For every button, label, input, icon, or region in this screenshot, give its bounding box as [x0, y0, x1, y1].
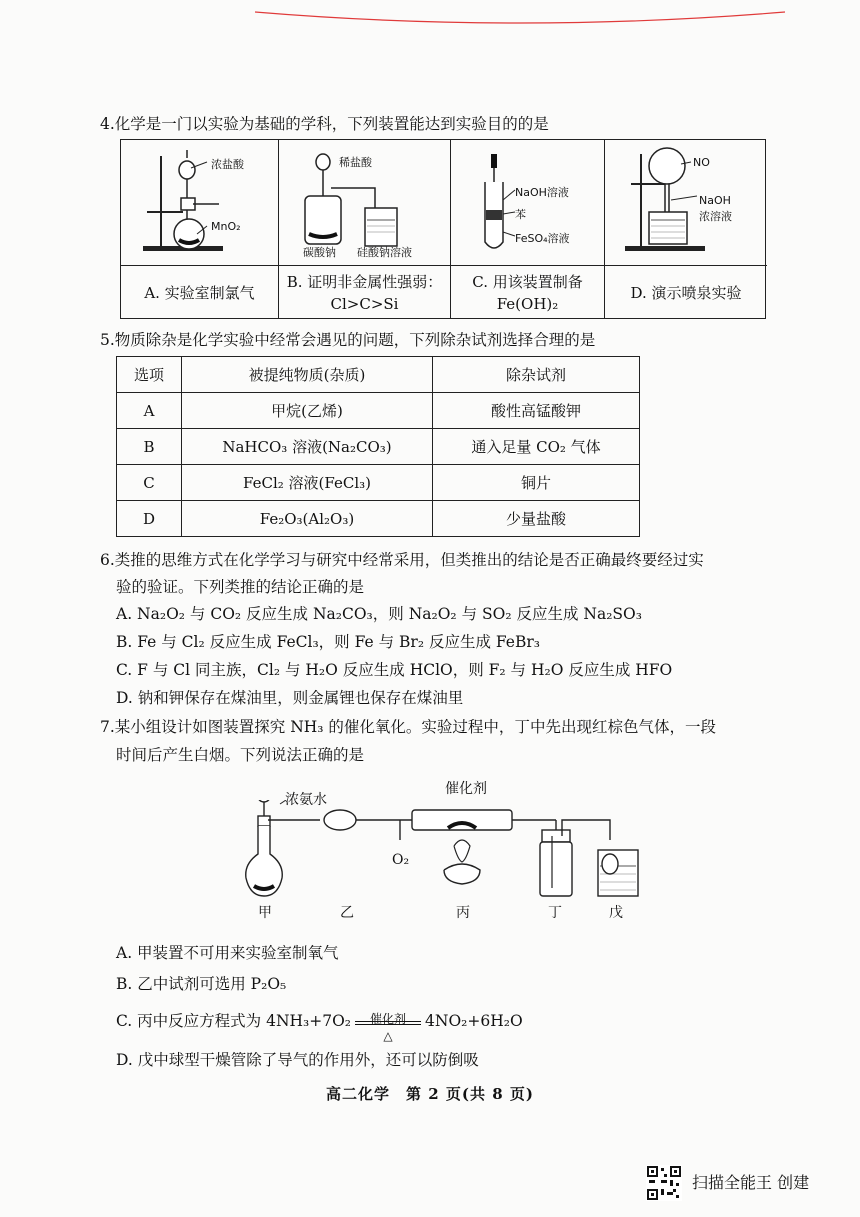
q7-option-c-left: C. 丙中反应方程式为 4NH₃+7O₂ — [116, 1012, 352, 1030]
q7-option-d: D. 戊中球型干燥管除了导气的作用外，还可以防倒吸 — [116, 1051, 479, 1069]
chlorine-apparatus-icon — [121, 140, 277, 264]
reaction-arrow-icon — [353, 1009, 423, 1043]
q4-apparatus-table — [120, 139, 766, 319]
row-c-option: C — [117, 465, 182, 501]
q7-apparatus-diagram — [240, 800, 660, 925]
table-row — [117, 501, 640, 537]
q4-d-label-conc: 浓溶液 — [699, 210, 732, 223]
q4-stem: 4.化学是一门以实验为基础的学科，下列装置能达到实验目的的是 — [100, 115, 549, 133]
q7-label-ammonia: 浓氨水 — [285, 792, 327, 808]
page-footer: 高二化学 第 2 页(共 8 页) — [326, 1085, 534, 1103]
header-reagent: 除杂试剂 — [433, 357, 640, 393]
qr-code-icon — [646, 1165, 682, 1201]
q7-label-wu: 戊 — [609, 905, 623, 921]
q6-stem-line2: 验的验证。下列类推的结论正确的是 — [116, 578, 365, 596]
q4-d-label-naoh: NaOH — [699, 194, 731, 207]
q7-label-bing: 丙 — [456, 905, 470, 921]
reaction-condition-above: 催化剂 — [370, 1012, 407, 1026]
q7-stem-line2: 时间后产生白烟。下列说法正确的是 — [116, 746, 365, 764]
q7-option-c — [116, 1008, 523, 1043]
scanner-brand: 扫描全能王 创建 — [692, 1173, 810, 1192]
header-option: 选项 — [117, 357, 182, 393]
row-d-reagent: 少量盐酸 — [433, 501, 640, 537]
table-header-row — [117, 357, 640, 393]
q4-a-picture — [121, 140, 278, 266]
red-scan-line — [255, 8, 785, 26]
q4-a-label-mno2: MnO₂ — [211, 220, 241, 233]
table-row — [117, 465, 640, 501]
q4-d-label-no: NO — [693, 156, 710, 169]
q6-option-d: D. 钠和钾保存在煤油里，则金属锂也保存在煤油里 — [116, 689, 464, 707]
row-d-substance: Fe₂O₃(Al₂O₃) — [182, 501, 433, 537]
q4-c-caption-line1: C. 用该装置制备 — [472, 273, 583, 291]
q4-c-caption — [451, 266, 604, 320]
q4-c-label-naoh: NaOH溶液 — [515, 186, 569, 199]
q6-stem-line1: 6.类推的思维方式在化学学习与研究中经常采用，但类推出的结论是否正确最终要经过实 — [100, 551, 704, 569]
q6-option-a: A. Na₂O₂ 与 CO₂ 反应生成 Na₂CO₃，则 Na₂O₂ 与 SO₂ 反应生成 Na₂SO₃ — [116, 605, 642, 623]
q7-option-a: A. 甲装置不可用来实验室制氧气 — [116, 944, 339, 962]
row-b-reagent: 通入足量 CO₂ 气体 — [433, 429, 640, 465]
q4-d-caption-line1: D. 演示喷泉实验 — [630, 284, 742, 302]
q4-a-caption-line1: A. 实验室制氯气 — [144, 284, 255, 302]
q6-option-b: B. Fe 与 Cl₂ 反应生成 FeCl₃，则 Fe 与 Br₂ 反应生成 FeBr₃ — [116, 633, 540, 651]
q7-label-jia: 甲 — [258, 905, 272, 921]
q7-label-o2: O₂ — [392, 852, 410, 868]
row-a-substance: 甲烷(乙烯) — [182, 393, 433, 429]
q7-stem-line1: 7.某小组设计如图装置探究 NH₃ 的催化氧化。实验过程中，丁中先出现红棕色气体，一段 — [100, 718, 716, 736]
q4-c-picture — [451, 140, 604, 266]
table-row — [117, 429, 640, 465]
row-d-option: D — [117, 501, 182, 537]
q4-c-label-benzene: 苯 — [515, 208, 526, 221]
q7-label-ding: 丁 — [548, 905, 562, 921]
q4-cell-b — [279, 140, 451, 318]
table-row — [117, 393, 640, 429]
q4-a-label-hcl: 浓盐酸 — [211, 158, 244, 171]
q4-a-caption — [121, 266, 278, 320]
row-c-reagent: 铜片 — [433, 465, 640, 501]
q4-cell-c — [451, 140, 605, 318]
q4-b-picture — [279, 140, 450, 266]
reaction-condition-below: △ — [383, 1029, 393, 1043]
q4-b-label-na2co3: 碳酸钠 — [303, 246, 336, 259]
row-c-substance: FeCl₂ 溶液(FeCl₃) — [182, 465, 433, 501]
q5-table — [116, 356, 640, 537]
q4-b-caption-line2: Cl>C>Si — [330, 295, 399, 313]
row-a-option: A — [117, 393, 182, 429]
fountain-apparatus-icon — [605, 140, 765, 264]
q5-stem: 5.物质除杂是化学实验中经常会遇见的问题，下列除杂试剂选择合理的是 — [100, 331, 596, 349]
header-substance: 被提纯物质(杂质) — [182, 357, 433, 393]
q4-b-label-hcl: 稀盐酸 — [339, 156, 372, 169]
q4-b-label-na2sio3: 硅酸钠溶液 — [357, 246, 412, 259]
q6-option-c: C. F 与 Cl 同主族，Cl₂ 与 H₂O 反应生成 HClO，则 F₂ 与 H₂O 反应生成 HFO — [116, 661, 673, 679]
q4-cell-a — [121, 140, 279, 318]
q4-b-caption — [279, 266, 450, 320]
q4-d-picture — [605, 140, 767, 266]
q7-label-yi: 乙 — [340, 905, 354, 921]
q4-d-caption — [605, 266, 767, 320]
q7-option-c-right: 4NO₂+6H₂O — [425, 1012, 523, 1030]
q4-b-caption-line1: B. 证明非金属性强弱： — [286, 273, 443, 291]
row-b-substance: NaHCO₃ 溶液(Na₂CO₃) — [182, 429, 433, 465]
q7-label-catalyst: 催化剂 — [445, 781, 487, 797]
row-b-option: B — [117, 429, 182, 465]
q4-c-label-feso4: FeSO₄溶液 — [515, 232, 570, 245]
q4-cell-d — [605, 140, 767, 318]
q7-option-b: B. 乙中试剂可选用 P₂O₅ — [116, 975, 287, 993]
q4-c-caption-line2: Fe(OH)₂ — [496, 295, 559, 313]
row-a-reagent: 酸性高锰酸钾 — [433, 393, 640, 429]
